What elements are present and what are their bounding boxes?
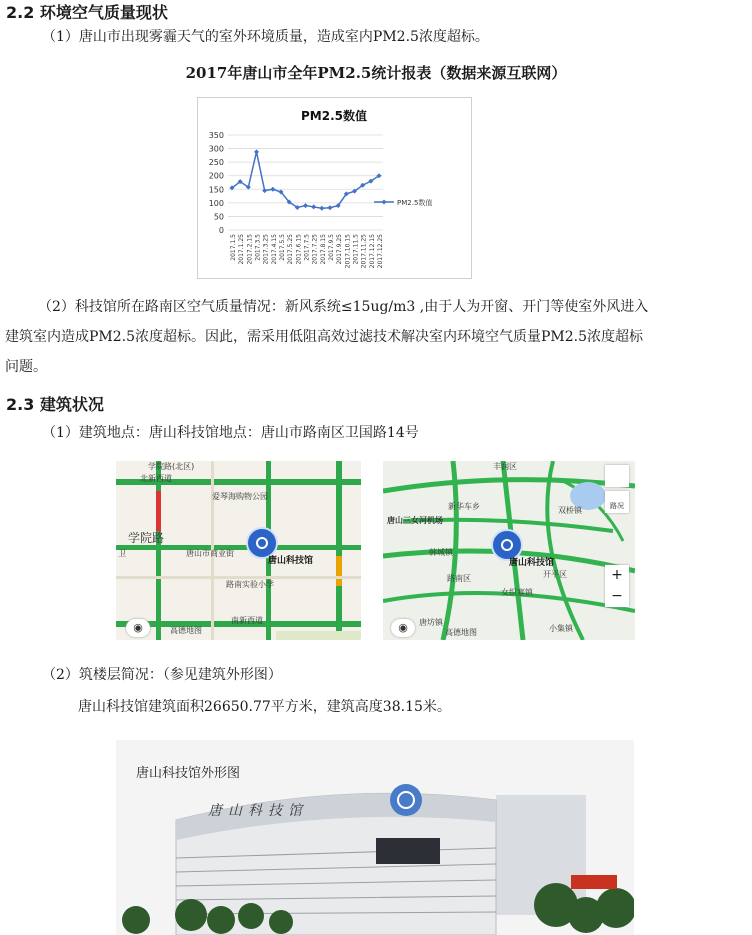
- data-point: [311, 204, 316, 209]
- map-label: 丰润区: [493, 462, 517, 471]
- section-title-2-2: 2.2 环境空气质量现状: [6, 3, 168, 22]
- map-label: 学院路(北区): [148, 462, 195, 471]
- traffic-button[interactable]: 路况: [605, 491, 629, 513]
- data-point: [328, 205, 333, 210]
- map-label: 学院路: [128, 531, 165, 545]
- x-tick-label: 2017.8.15: [319, 234, 327, 265]
- y-tick-label: 100: [208, 198, 224, 208]
- pm25-chart-svg: [198, 98, 471, 278]
- y-tick-label: 250: [208, 158, 224, 168]
- map-label: 卫: [118, 549, 126, 558]
- x-tick-label: 2017.1.5: [230, 234, 237, 261]
- map-label: 韩城镇: [429, 548, 453, 557]
- y-tick-label: 50: [213, 212, 224, 222]
- map-label: 路南区: [447, 574, 471, 583]
- eye-icon[interactable]: ◉: [391, 619, 415, 637]
- x-tick-label: 2017.2.15: [246, 234, 254, 265]
- area-map[interactable]: [383, 461, 635, 640]
- section-title-2-3: 2.3 建筑状况: [6, 395, 104, 414]
- x-tick-label: 2017.1.25: [238, 234, 246, 265]
- paragraph-pollution: （1）唐山市出现雾霾天气的室外环境质量，造成室内PM2.5浓度超标。: [42, 29, 489, 45]
- y-tick-label: 350: [208, 131, 224, 140]
- x-tick-label: 2017.9.25: [336, 234, 344, 265]
- map-label: 路南实验小学: [226, 580, 274, 589]
- map-brand: 高德地图: [445, 628, 477, 637]
- x-tick-label: 2017.9.5: [328, 234, 335, 261]
- x-tick-label: 2017.12.25: [377, 234, 384, 269]
- paragraph-floor: （2）筑楼层简况：（参见建筑外形图）: [42, 667, 282, 683]
- x-tick-label: 2017.3.5: [254, 234, 262, 261]
- series-line: [232, 152, 379, 208]
- map-label: 唐坊镇: [419, 618, 443, 627]
- data-point: [319, 206, 324, 211]
- map-label: 爱琴海购物公园: [212, 492, 268, 501]
- data-point: [270, 187, 275, 192]
- y-tick-label: 150: [208, 185, 224, 195]
- chart-title: PM2.5数值: [301, 109, 367, 123]
- building-photo: [116, 740, 634, 935]
- x-tick-label: 2017.4.15: [270, 234, 278, 265]
- x-tick-label: 2017.5.5: [279, 234, 286, 261]
- x-tick-label: 2017.6.15: [295, 234, 303, 265]
- y-tick-label: 0: [218, 226, 224, 235]
- map-label: 双桥镇: [558, 506, 582, 515]
- paragraph-line-3: 问题。: [5, 359, 47, 375]
- zoom-out-button[interactable]: −: [611, 588, 623, 604]
- paragraph-line-1: （2）科技馆所在路南区空气质量情况：新风系统≤15ug/m3 ,由于人为开窗、开门等使室外风进入: [38, 299, 649, 315]
- x-tick-label: 2017.11.25: [360, 234, 368, 269]
- x-tick-label: 2017.5.25: [287, 234, 295, 265]
- map-label: 唐山三女河机场: [387, 516, 443, 525]
- x-tick-label: 2017.3.25: [262, 234, 270, 265]
- building-sign: 唐山科技馆: [208, 803, 308, 819]
- map-label: 女织寨镇: [501, 588, 533, 597]
- paragraph-line-2: 建筑室内造成PM2.5浓度超标。因此，需采用低阻高效过滤技术解决室内环境空气质量PM2.5浓度超标: [5, 329, 644, 345]
- map-label: 开平区: [543, 570, 567, 579]
- street-map[interactable]: [116, 461, 361, 640]
- data-point: [303, 203, 308, 208]
- x-tick-label: 2017.7.25: [311, 234, 319, 265]
- y-tick-label: 300: [208, 144, 224, 154]
- map-brand: 高德地图: [170, 626, 202, 635]
- photo-caption: 唐山科技馆外形图: [136, 765, 241, 780]
- map-pin-label: 唐山科技馆: [268, 556, 314, 566]
- x-tick-label: 2017.7.5: [303, 234, 311, 261]
- map-label: 唐山市商业街: [186, 549, 234, 558]
- report-caption: 2017年唐山市全年PM2.5统计报表（数据来源互联网）: [185, 64, 567, 82]
- eye-icon[interactable]: ◉: [126, 619, 150, 637]
- pm25-chart: [197, 97, 472, 279]
- legend-label: PM2.5数值: [397, 199, 433, 207]
- zoom-in-button[interactable]: +: [611, 567, 623, 583]
- zoom-control: [605, 565, 629, 607]
- x-tick-label: 2017.11.5: [352, 234, 360, 265]
- map-pin-label: 唐山科技馆: [509, 558, 555, 568]
- legend-marker: [382, 200, 387, 205]
- data-point: [254, 149, 259, 154]
- x-tick-label: 2017.10.15: [344, 234, 352, 269]
- layers-icon[interactable]: [605, 465, 629, 487]
- y-tick-label: 200: [208, 171, 224, 181]
- paragraph-area: 唐山科技馆建筑面积26650.77平方米，建筑高度38.15米。: [78, 699, 451, 715]
- paragraph-location: （1）建筑地点：唐山科技馆地点：唐山市路南区卫国路14号: [42, 425, 419, 441]
- map-label: 北新西道: [140, 474, 172, 483]
- map-label: 小集镇: [549, 624, 573, 633]
- x-tick-label: 2017.12.15: [368, 234, 376, 269]
- map-label: 南新西道: [231, 616, 263, 625]
- map-label: 新华车乡: [448, 502, 480, 511]
